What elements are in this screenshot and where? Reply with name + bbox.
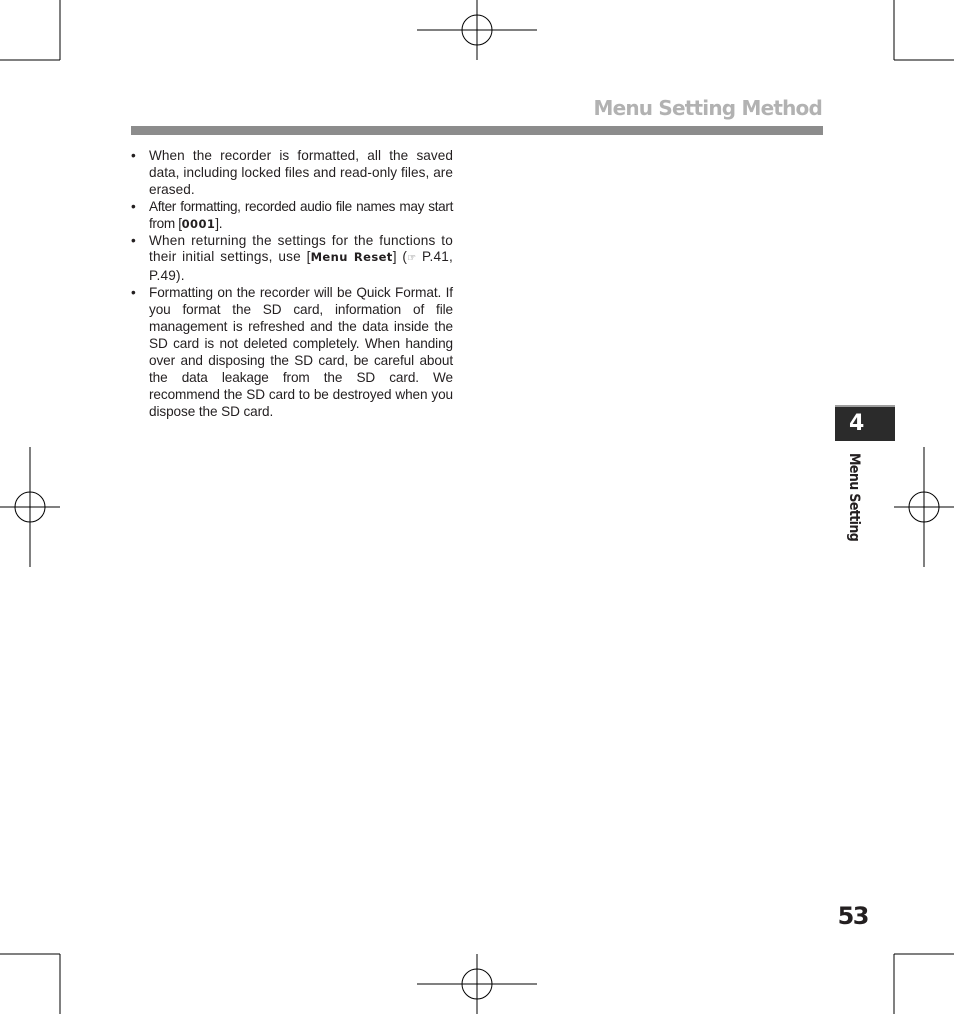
note-text: After formatting, recorded audio file names may start from [ <box>149 198 453 231</box>
note-item <box>131 199 453 233</box>
registration-mark-icon <box>894 447 954 567</box>
registration-mark-icon <box>417 0 537 60</box>
note-text: When the recorder is formatted, all the saved data, including locked files and read-only files, are erased. <box>149 148 453 197</box>
page-number: 53 <box>837 902 868 930</box>
note-item <box>131 233 453 286</box>
crop-mark-icon <box>894 954 954 1014</box>
header-rule <box>131 126 823 135</box>
note-text: ]. <box>215 215 223 231</box>
note-item <box>131 148 453 199</box>
crop-mark-icon <box>894 0 954 60</box>
crop-mark-icon <box>0 0 60 60</box>
chapter-tab <box>835 405 895 441</box>
registration-mark-icon <box>417 954 537 1014</box>
note-item <box>131 285 453 420</box>
note-text: ] ( <box>392 249 408 265</box>
page-reference: P.41, P.49). <box>149 249 454 284</box>
notes-list <box>131 148 453 421</box>
note-text: When returning the settings for the functions to their initial settings, use [ <box>149 232 453 265</box>
note-text: Formatting on the recorder will be Quick Format. If you format the SD card, information of file management is refreshed and the data inside the SD card is not deleted completely. When handing over and disposing the SD card, be careful about the data leakage from the SD card. We recommend the SD card to be destroyed when you dispose the SD card. <box>149 285 453 419</box>
reference-pointer-icon: ☞ <box>407 253 417 265</box>
chapter-number: 4 <box>849 411 865 436</box>
section-title: Menu Setting Method <box>593 96 822 120</box>
registration-mark-icon <box>0 447 60 567</box>
file-number: 0001 <box>181 216 216 231</box>
crop-mark-icon <box>0 954 60 1014</box>
chapter-label: Menu Setting <box>846 453 862 542</box>
menu-reset-reference: Menu Reset <box>310 250 393 265</box>
